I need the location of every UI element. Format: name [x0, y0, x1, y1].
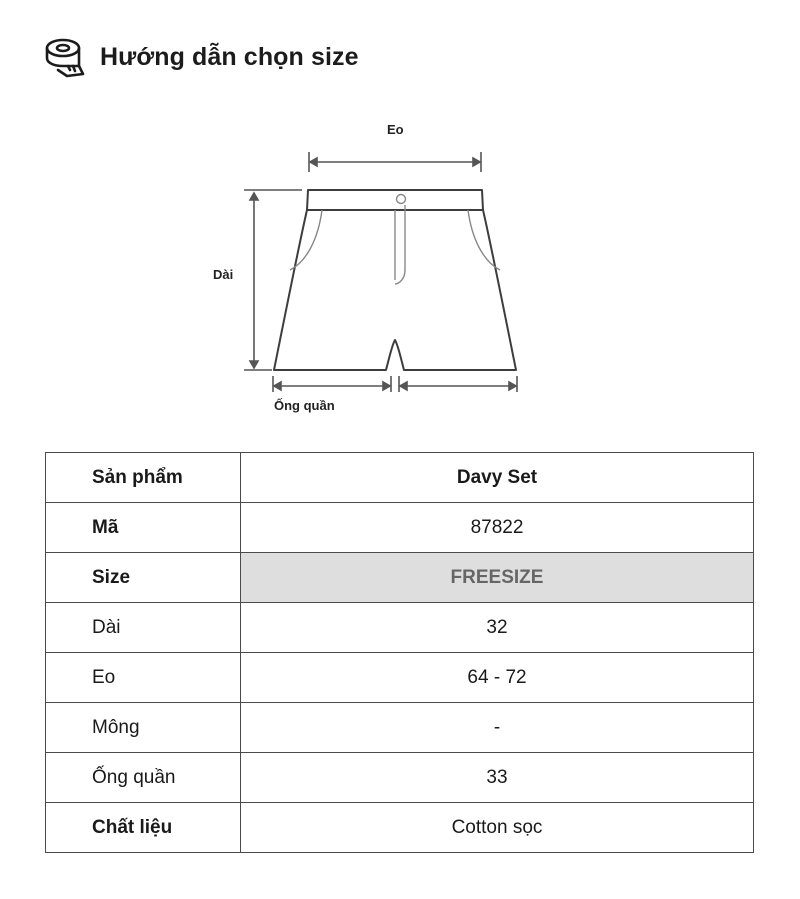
row-value: Davy Set	[241, 453, 754, 503]
shorts-illustration	[0, 0, 800, 430]
row-value: 32	[241, 603, 754, 653]
row-label: Size	[46, 553, 241, 603]
row-label: Chất liệu	[46, 803, 241, 853]
row-label: Eo	[46, 653, 241, 703]
table-row	[46, 703, 754, 753]
waist-label: Eo	[387, 122, 404, 137]
row-value: 33	[241, 753, 754, 803]
length-label: Dài	[213, 267, 234, 282]
table-row	[46, 453, 754, 503]
size-table	[45, 452, 754, 853]
row-value: 64 - 72	[241, 653, 754, 703]
table-row	[46, 803, 754, 853]
row-value: Cotton sọc	[241, 803, 754, 853]
page-title: Hướng dẫn chọn size	[100, 42, 359, 71]
table-row	[46, 603, 754, 653]
size-value: FREESIZE	[241, 553, 754, 603]
row-label: Sản phẩm	[46, 453, 241, 503]
leg-opening-label: Ống quần	[274, 398, 335, 413]
table-row	[46, 653, 754, 703]
row-label: Ống quần	[46, 753, 241, 803]
row-label: Mông	[46, 703, 241, 753]
table-row	[46, 553, 754, 603]
shorts-diagram	[0, 0, 800, 430]
row-label: Dài	[46, 603, 241, 653]
table-row	[46, 503, 754, 553]
row-value: -	[241, 703, 754, 753]
row-value: 87822	[241, 503, 754, 553]
table-row	[46, 753, 754, 803]
row-label: Mã	[46, 503, 241, 553]
